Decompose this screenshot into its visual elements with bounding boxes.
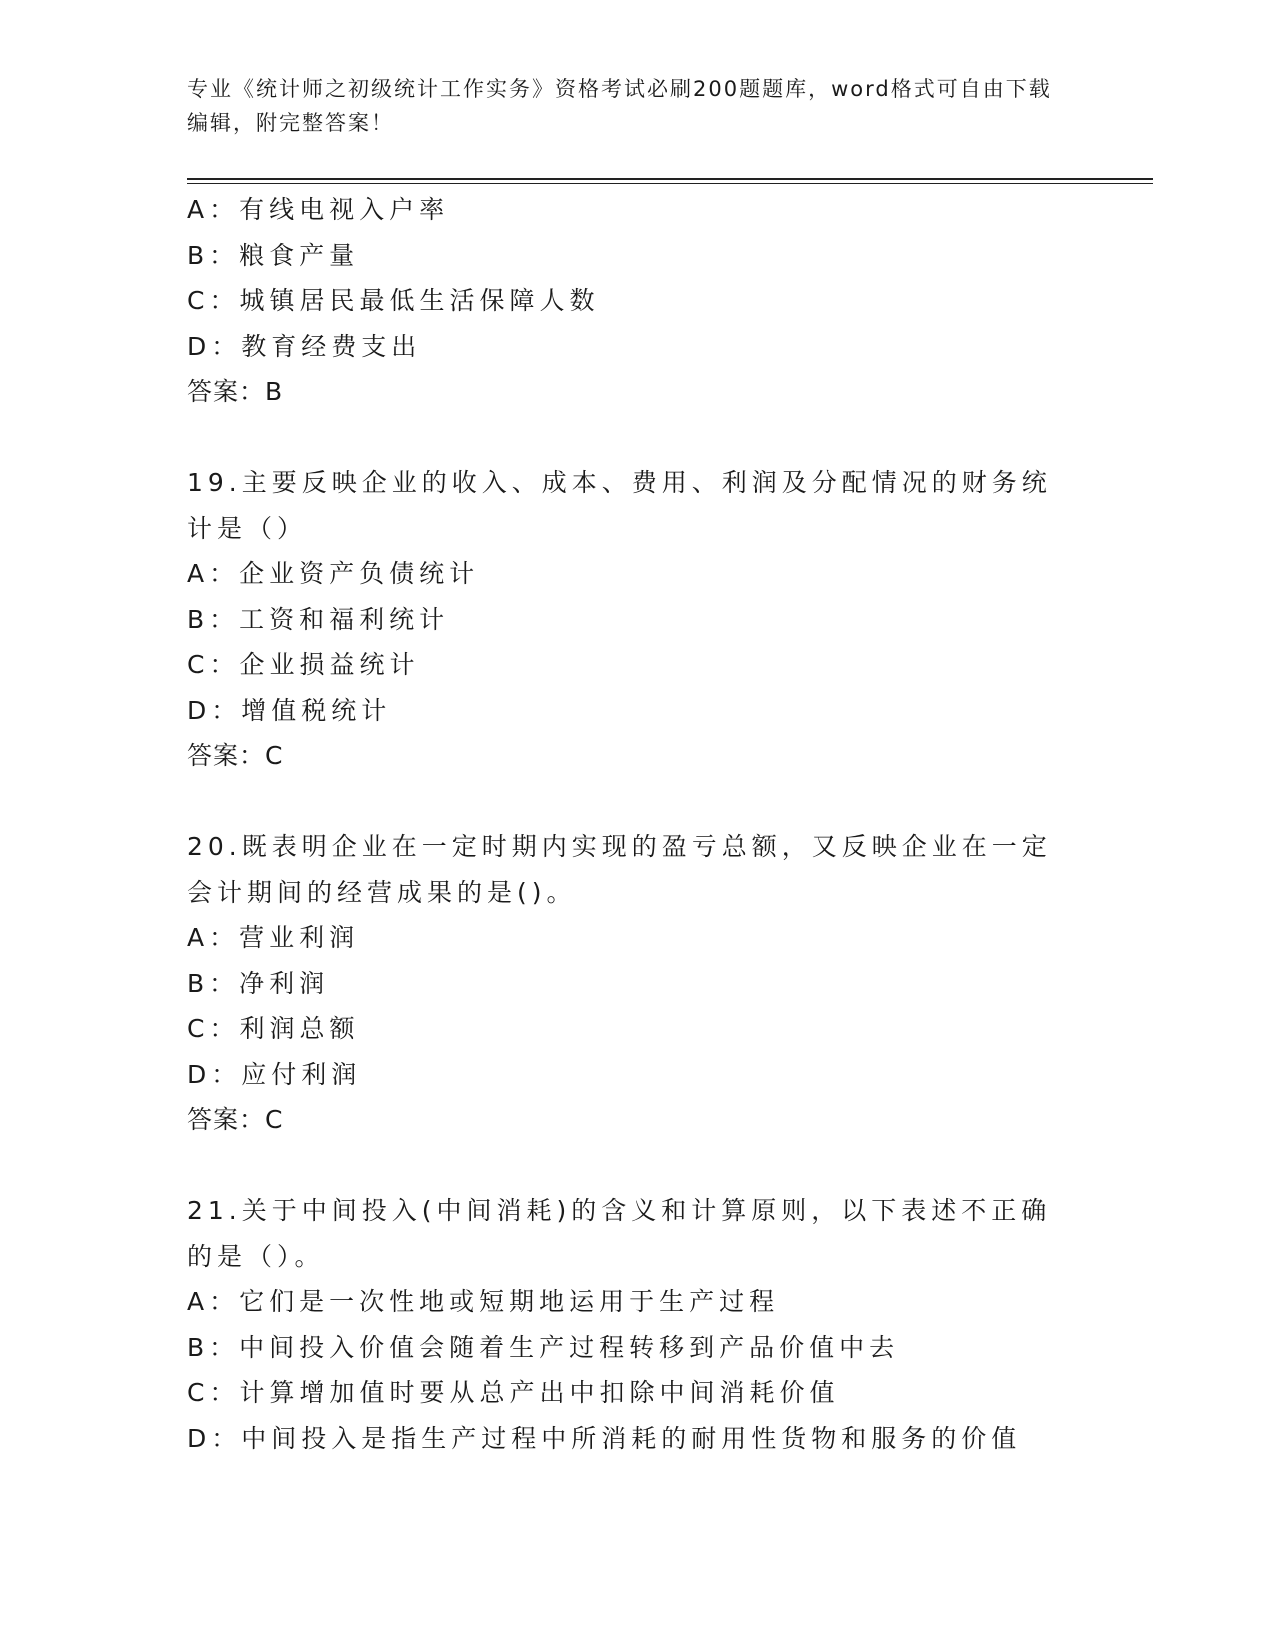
option-d: D：中间投入是指生产过程中所消耗的耐用性货物和服务的价值 (187, 1423, 1022, 1453)
option-b: B：粮食产量 (187, 240, 360, 270)
question-18 (187, 187, 1107, 415)
option-b: B：中间投入价值会随着生产过程转移到产品价值中去 (187, 1332, 900, 1362)
option-c: C：利润总额 (187, 1014, 360, 1043)
answer-line: 答案：B (187, 377, 284, 406)
question-list (187, 187, 1107, 1461)
header-divider-thin (187, 183, 1153, 184)
header-divider-thick (187, 178, 1153, 180)
option-c: C：城镇居民最低生活保障人数 (187, 286, 600, 315)
spacer (187, 1143, 1107, 1189)
question-stem: 20.既表明企业在一定时期内实现的盈亏总额，又反映企业在一定会计期间的经营成果的是()。 (187, 832, 1052, 907)
option-a: A：企业资产负债统计 (187, 559, 480, 588)
option-a: A：它们是一次性地或短期地运用于生产过程 (187, 1287, 780, 1316)
answer-line: 答案：C (187, 1105, 284, 1134)
question-19 (187, 460, 1107, 779)
option-a: A：有线电视入户率 (187, 195, 450, 224)
document-header-title: 专业《统计师之初级统计工作实务》资格考试必刷200题题库，word格式可自由下载编辑，附完整答案！ (187, 77, 1052, 135)
option-d: D：应付利润 (187, 1059, 362, 1089)
spacer (187, 415, 1107, 461)
option-a: A：营业利润 (187, 923, 360, 952)
question-21 (187, 1188, 1107, 1461)
question-stem: 21.关于中间投入(中间消耗)的含义和计算原则，以下表述不正确的是（）。 (187, 1196, 1052, 1271)
spacer (187, 779, 1107, 825)
option-c: C：企业损益统计 (187, 650, 420, 679)
question-20 (187, 824, 1107, 1143)
option-d: D：增值税统计 (187, 695, 392, 725)
question-stem: 19.主要反映企业的收入、成本、费用、利润及分配情况的财务统计是（） (187, 468, 1052, 543)
option-c: C：计算增加值时要从总产出中扣除中间消耗价值 (187, 1378, 840, 1407)
option-d: D：教育经费支出 (187, 331, 422, 361)
answer-line: 答案：C (187, 741, 284, 770)
option-b: B：工资和福利统计 (187, 604, 450, 634)
option-b: B：净利润 (187, 968, 330, 998)
